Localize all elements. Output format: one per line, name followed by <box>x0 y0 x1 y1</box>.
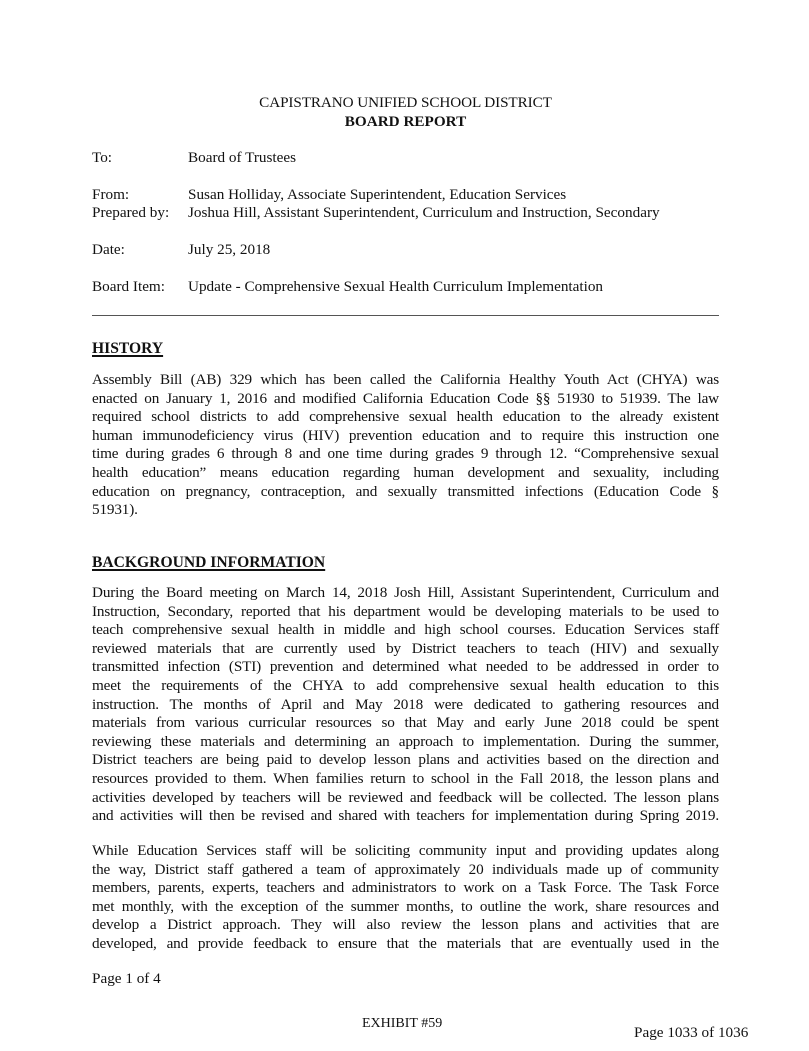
background-paragraph-2 <box>92 842 719 954</box>
history-paragraph <box>92 371 719 520</box>
background-line: activities developed by teachers will be reviewed and feedback will be collected. The lesson plans <box>92 788 719 806</box>
background-line: materials from various curricular resources so that May and early June 2018 could be spent <box>92 714 719 732</box>
memo-board-item-value: Update - Comprehensive Sexual Health Curriculum Implementation <box>188 278 604 295</box>
history-line: health education” means education regarding human development and sexuality, including <box>92 463 719 481</box>
memo-prepared-by-row <box>92 204 660 223</box>
background-line: reviewed materials that are currently used by District teachers to teach (HIV) and sexually <box>92 639 719 657</box>
memo-date-row <box>92 241 270 260</box>
background-line: Instruction, Secondary, reported that his department would be developing materials to be used to <box>92 602 719 620</box>
history-line: Assembly Bill (AB) 329 which has been called the California Healthy Youth Act (CHYA) was <box>92 371 719 388</box>
history-heading: HISTORY <box>92 340 164 357</box>
memo-from-row <box>92 186 566 205</box>
background-line: members, parents, experts, teachers and administrators to work on a Task Force. The Task Force <box>92 879 719 897</box>
memo-to-value: Board of Trustees <box>188 149 297 166</box>
history-line: enacted on January 1, 2016 and modified California Education Code §§ 51930 to 51939. The law <box>92 389 719 407</box>
report-header <box>92 93 719 131</box>
page-number: Page 1 of 4 <box>92 970 161 987</box>
total-page-number: Page 1033 of 1036 <box>634 1024 749 1041</box>
exhibit-label: EXHIBIT #59 <box>362 1016 443 1031</box>
district-name: CAPISTRANO UNIFIED SCHOOL DISTRICT <box>259 94 552 111</box>
background-line: instruction. The months of April and May 2018 were dedicated to gathering resources and <box>92 695 719 713</box>
memo-prepared-by-label: Prepared by: <box>92 204 170 221</box>
background-line: met monthly, with the exception of the summer months, to outline the work, share resources and <box>92 897 719 915</box>
background-line: the way, District staff gathered a team of approximately 20 individuals made up of community <box>92 860 719 878</box>
background-line: and activities will then be revised and shared with teachers for implementation during Spring 2019. <box>92 807 719 825</box>
memo-from-value: Susan Holliday, Associate Superintendent, Education Services <box>188 186 567 203</box>
memo-from-label: From: <box>92 186 130 203</box>
history-line: required school districts to add comprehensive sexual health education to the already existent <box>92 408 719 426</box>
memo-to-row <box>92 149 296 168</box>
background-line: reviewing these materials and determining an approach to implementation. During the summer, <box>92 732 719 750</box>
history-line: education on pregnancy, contraception, and sexually transmitted infections (Education Code § <box>92 482 719 500</box>
memo-to-label: To: <box>92 149 113 166</box>
background-paragraph-1 <box>92 584 719 826</box>
memo-date-value: July 25, 2018 <box>188 241 271 258</box>
memo-board-item-row <box>92 278 603 297</box>
background-heading: BACKGROUND INFORMATION <box>92 554 326 571</box>
background-line: teach comprehensive sexual health in middle and high school courses. Education Services staff <box>92 621 719 639</box>
memo-date-label: Date: <box>92 241 125 258</box>
background-line: While Education Services staff will be soliciting community input and providing updates along <box>92 842 719 859</box>
history-line: human immunodeficiency virus (HIV) prevention education and to require this instruction one <box>92 426 719 444</box>
history-line: 51931). <box>92 501 138 519</box>
background-line: developed, and provide feedback to ensure that the materials that are eventually used in the <box>92 934 719 952</box>
history-line: time during grades 6 through 8 and one time during grades 9 through 12. “Comprehensive sexual <box>92 445 719 463</box>
memo-prepared-by-value: Joshua Hill, Assistant Superintendent, Curriculum and Instruction, Secondary <box>188 204 660 221</box>
background-line: develop a District approach. They will also review the lesson plans and activities that are <box>92 916 719 934</box>
header-divider <box>92 315 719 316</box>
background-line: transmitted infection (STI) prevention and determined what needed to be addressed in order to <box>92 658 719 676</box>
report-title: BOARD REPORT <box>344 113 467 130</box>
background-line: resources provided to them. When families return to school in the Fall 2018, the lesson plans and <box>92 769 719 787</box>
background-line: During the Board meeting on March 14, 2018 Josh Hill, Assistant Superintendent, Curriculum and <box>92 584 719 601</box>
memo-board-item-label: Board Item: <box>92 278 165 295</box>
background-line: meet the requirements of the CHYA to add comprehensive sexual health education to this <box>92 676 719 694</box>
background-line: District teachers are being paid to develop lesson plans and activities based on the direction and <box>92 751 719 769</box>
